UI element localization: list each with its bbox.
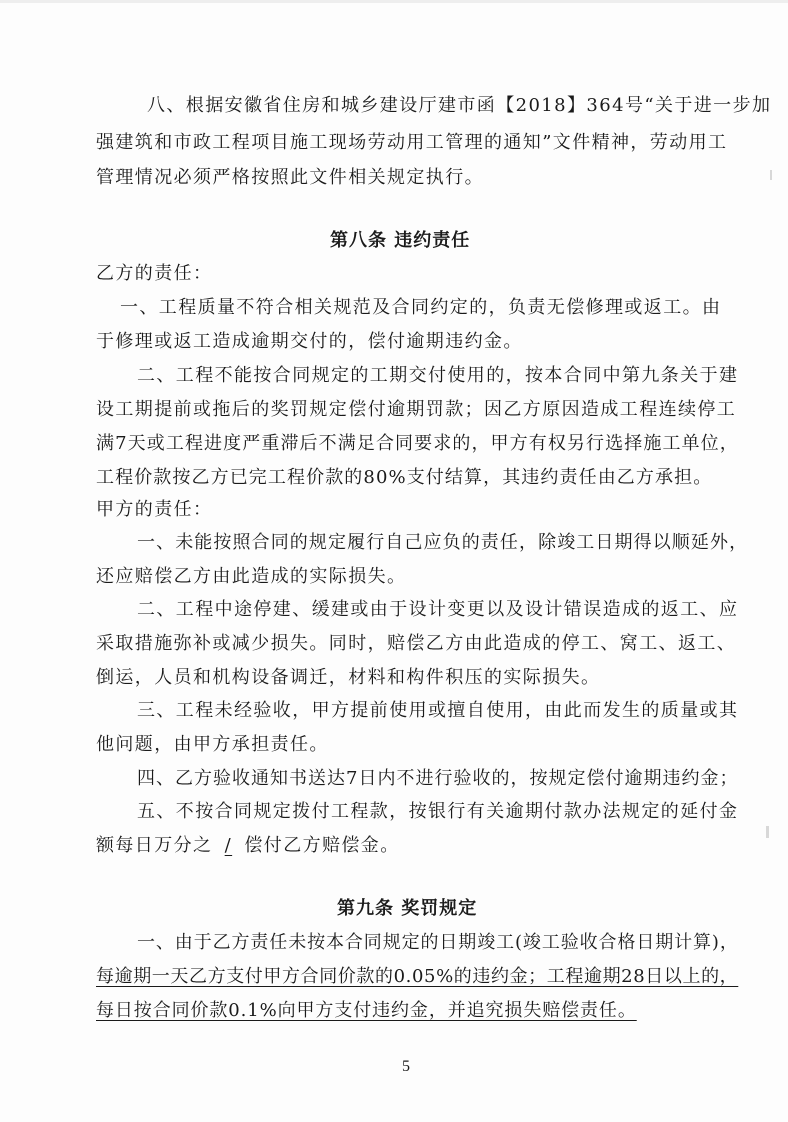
party-a-last-line-suffix: 偿付乙方赔偿金。 [244,835,400,856]
party-b-heading: 乙方的责任： [96,263,213,284]
party-b-line: 设工期提前或拖后的奖罚规定偿付逾期罚款；因乙方原因造成工程连续停工 [96,399,737,420]
party-a-line: 四、乙方验收通知书送达7日内不进行验收的，按规定偿付逾期违约金； [137,768,739,789]
article-9-line: 一、由于乙方责任未按本合同规定的日期竣工(竣工验收合格日期计算)， [137,932,739,953]
party-a-line: 他问题，由甲方承担责任。 [96,734,329,755]
party-a-line: 五、不按合同规定拨付工程款，按银行有关逾期付款办法规定的延付金 [137,801,739,822]
party-a-line: 采取措施弥补或减少损失。同时，赔偿乙方由此造成的停工、窝工、返工、 [96,633,737,654]
article-9-title: 第九条 奖罚规定 [337,898,478,919]
party-a-line: 还应赔偿乙方由此造成的实际损失。 [96,566,407,587]
party-b-line: 于修理或返工造成逾期交付的，偿付逾期违约金。 [96,331,523,352]
party-a-last-line [96,834,400,858]
party-a-heading: 甲方的责任： [96,499,213,520]
party-a-line: 三、工程未经验收，甲方提前使用或擅自使用，由此而发生的质量或其 [137,700,739,721]
clause-8-8-line-1: 八、根据安徽省住房和城乡建设厅建市函【2018】364号“关于进一步加 [147,95,772,116]
party-a-last-line-prefix: 额每日万分之 [96,835,213,856]
party-b-line: 工程价款按乙方已完工程价款的80%支付结算，其违约责任由乙方承担。 [96,467,713,488]
party-a-line: 倒运，人员和机构设备调迁，材料和构件积压的实际损失。 [96,667,601,688]
scan-artifact [0,0,788,3]
article-9-underlined-line: 每日按合同价款0.1%向甲方支付违约金，并追究损失赔偿责任。 [96,1000,637,1021]
scan-artifact [770,170,772,180]
article-9-underlined-line: 每逾期一天乙方支付甲方合同价款的0.05%的违约金；工程逾期28日以上的， [96,966,739,987]
page-number: 5 [402,1058,410,1075]
party-a-line: 一、未能按照合同的规定履行自己应负的责任，除竣工日期得以顺延外， [137,532,749,553]
clause-8-8-line-2: 强建筑和市政工程项目施工现场劳动用工管理的通知”文件精神，劳动用工 [96,132,728,153]
party-b-line: 满7天或工程进度严重滞后不满足合同要求的，甲方有权另行选择施工单位， [96,433,739,454]
clause-8-8-line-3: 管理情况必须严格按照此文件相关规定执行。 [96,167,484,188]
party-b-line: 二、工程不能按合同规定的工期交付使用的，按本合同中第九条关于建 [137,365,739,386]
party-a-line: 二、工程中途停建、缓建或由于设计变更以及设计错误造成的返工、应 [137,599,739,620]
party-b-line: 一、工程质量不符合相关规范及合同约定的，负责无偿修理或返工。由 [120,297,722,318]
fill-in-blank: / [224,835,233,856]
scan-artifact [766,826,769,838]
article-8-title: 第八条 违约责任 [330,230,471,251]
